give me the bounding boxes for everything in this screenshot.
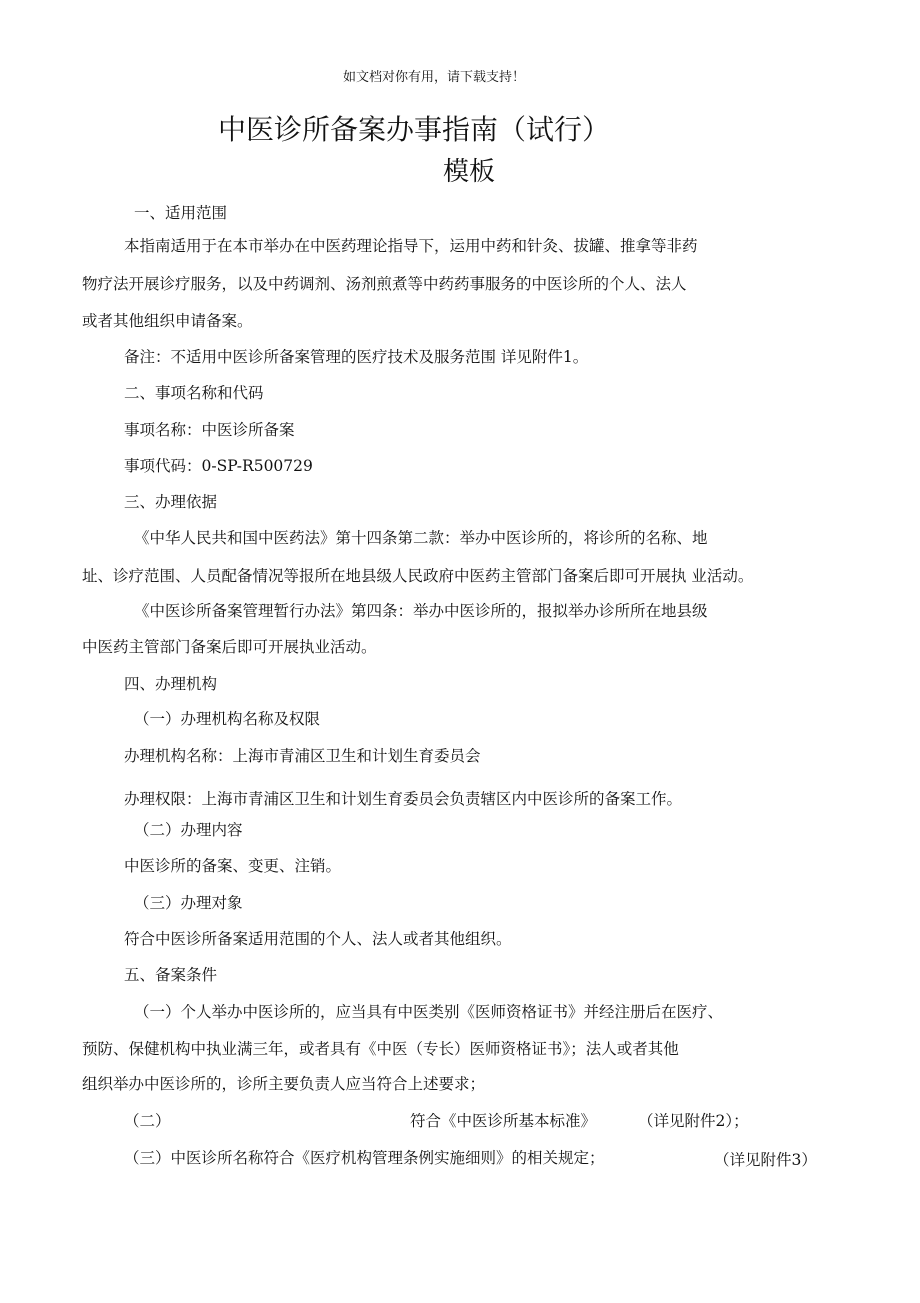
condition-2-text: 符合《中医诊所基本标准》 bbox=[410, 1112, 597, 1130]
section-heading: 四、办理机构 bbox=[124, 675, 218, 693]
document-title: 中医诊所备案办事指南（试行） bbox=[218, 113, 611, 146]
subsection-heading: （二）办理内容 bbox=[134, 821, 243, 839]
section-heading: 三、办理依据 bbox=[124, 493, 218, 511]
paragraph-line: 符合中医诊所备案适用范围的个人、法人或者其他组织。 bbox=[124, 930, 512, 948]
document-subtitle: 模板 bbox=[443, 157, 496, 187]
condition-2-number: （二） bbox=[124, 1112, 171, 1130]
paragraph-line: 或者其他组织申请备案。 bbox=[82, 312, 253, 330]
section-heading: 五、备案条件 bbox=[124, 966, 218, 984]
subsection-heading: （三）办理对象 bbox=[134, 894, 243, 912]
page-header: 如文档对你有用，请下载支持！ bbox=[343, 70, 526, 85]
paragraph-line: 中医诊所的备案、变更、注销。 bbox=[124, 857, 342, 875]
condition-3-reference: （详见附件3） bbox=[714, 1151, 817, 1169]
paragraph-line: 中医药主管部门备案后即可开展执业活动。 bbox=[82, 638, 377, 656]
paragraph-line: 物疗法开展诊疗服务，以及中药调剂、汤剂煎煮等中药药事服务的中医诊所的个人、法人 bbox=[82, 275, 687, 293]
item-code: 事项代码：0-SP-R500729 bbox=[124, 457, 313, 475]
item-name: 事项名称：中医诊所备案 bbox=[124, 421, 295, 439]
section-heading: 二、事项名称和代码 bbox=[124, 384, 264, 402]
paragraph-line: 办理权限：上海市青浦区卫生和计划生育委员会负责辖区内中医诊所的备案工作。 bbox=[124, 790, 683, 808]
paragraph-line: 《中医诊所备案管理暂行办法》第四条：举办中医诊所的，报拟举办诊所所在地县级 bbox=[134, 602, 708, 620]
paragraph-line: 《中华人民共和国中医药法》第十四条第二款：举办中医诊所的，将诊所的名称、地 bbox=[134, 529, 708, 547]
subsection-heading: （一）办理机构名称及权限 bbox=[134, 710, 321, 728]
paragraph-line: 预防、保健机构中执业满三年，或者具有《中医（专长）医师资格证书》；法人或者其他 bbox=[82, 1040, 679, 1058]
note-line: 备注：不适用中医诊所备案管理的医疗技术及服务范围 详见附件1。 bbox=[124, 348, 589, 366]
section-heading: 一、适用范围 bbox=[134, 204, 228, 222]
paragraph-line: 办理机构名称：上海市青浦区卫生和计划生育委员会 bbox=[124, 747, 481, 765]
paragraph-line: 组织举办中医诊所的，诊所主要负责人应当符合上述要求； bbox=[82, 1075, 486, 1093]
condition-3-text: （三）中医诊所名称符合《医疗机构管理条例实施细则》的相关规定； bbox=[124, 1149, 605, 1167]
paragraph-line: 本指南适用于在本市举办在中医药理论指导下，运用中药和针灸、拔罐、推拿等非药 bbox=[124, 237, 698, 255]
paragraph-line: （一）个人举办中医诊所的，应当具有中医类别《医师资格证书》并经注册后在医疗、 bbox=[134, 1003, 724, 1021]
paragraph-line: 址、诊疗范围、人员配备情况等报所在地县级人民政府中医药主管部门备案后即可开展执 业活动。 bbox=[82, 567, 754, 585]
condition-2-reference: （详见附件2）； bbox=[638, 1112, 749, 1130]
